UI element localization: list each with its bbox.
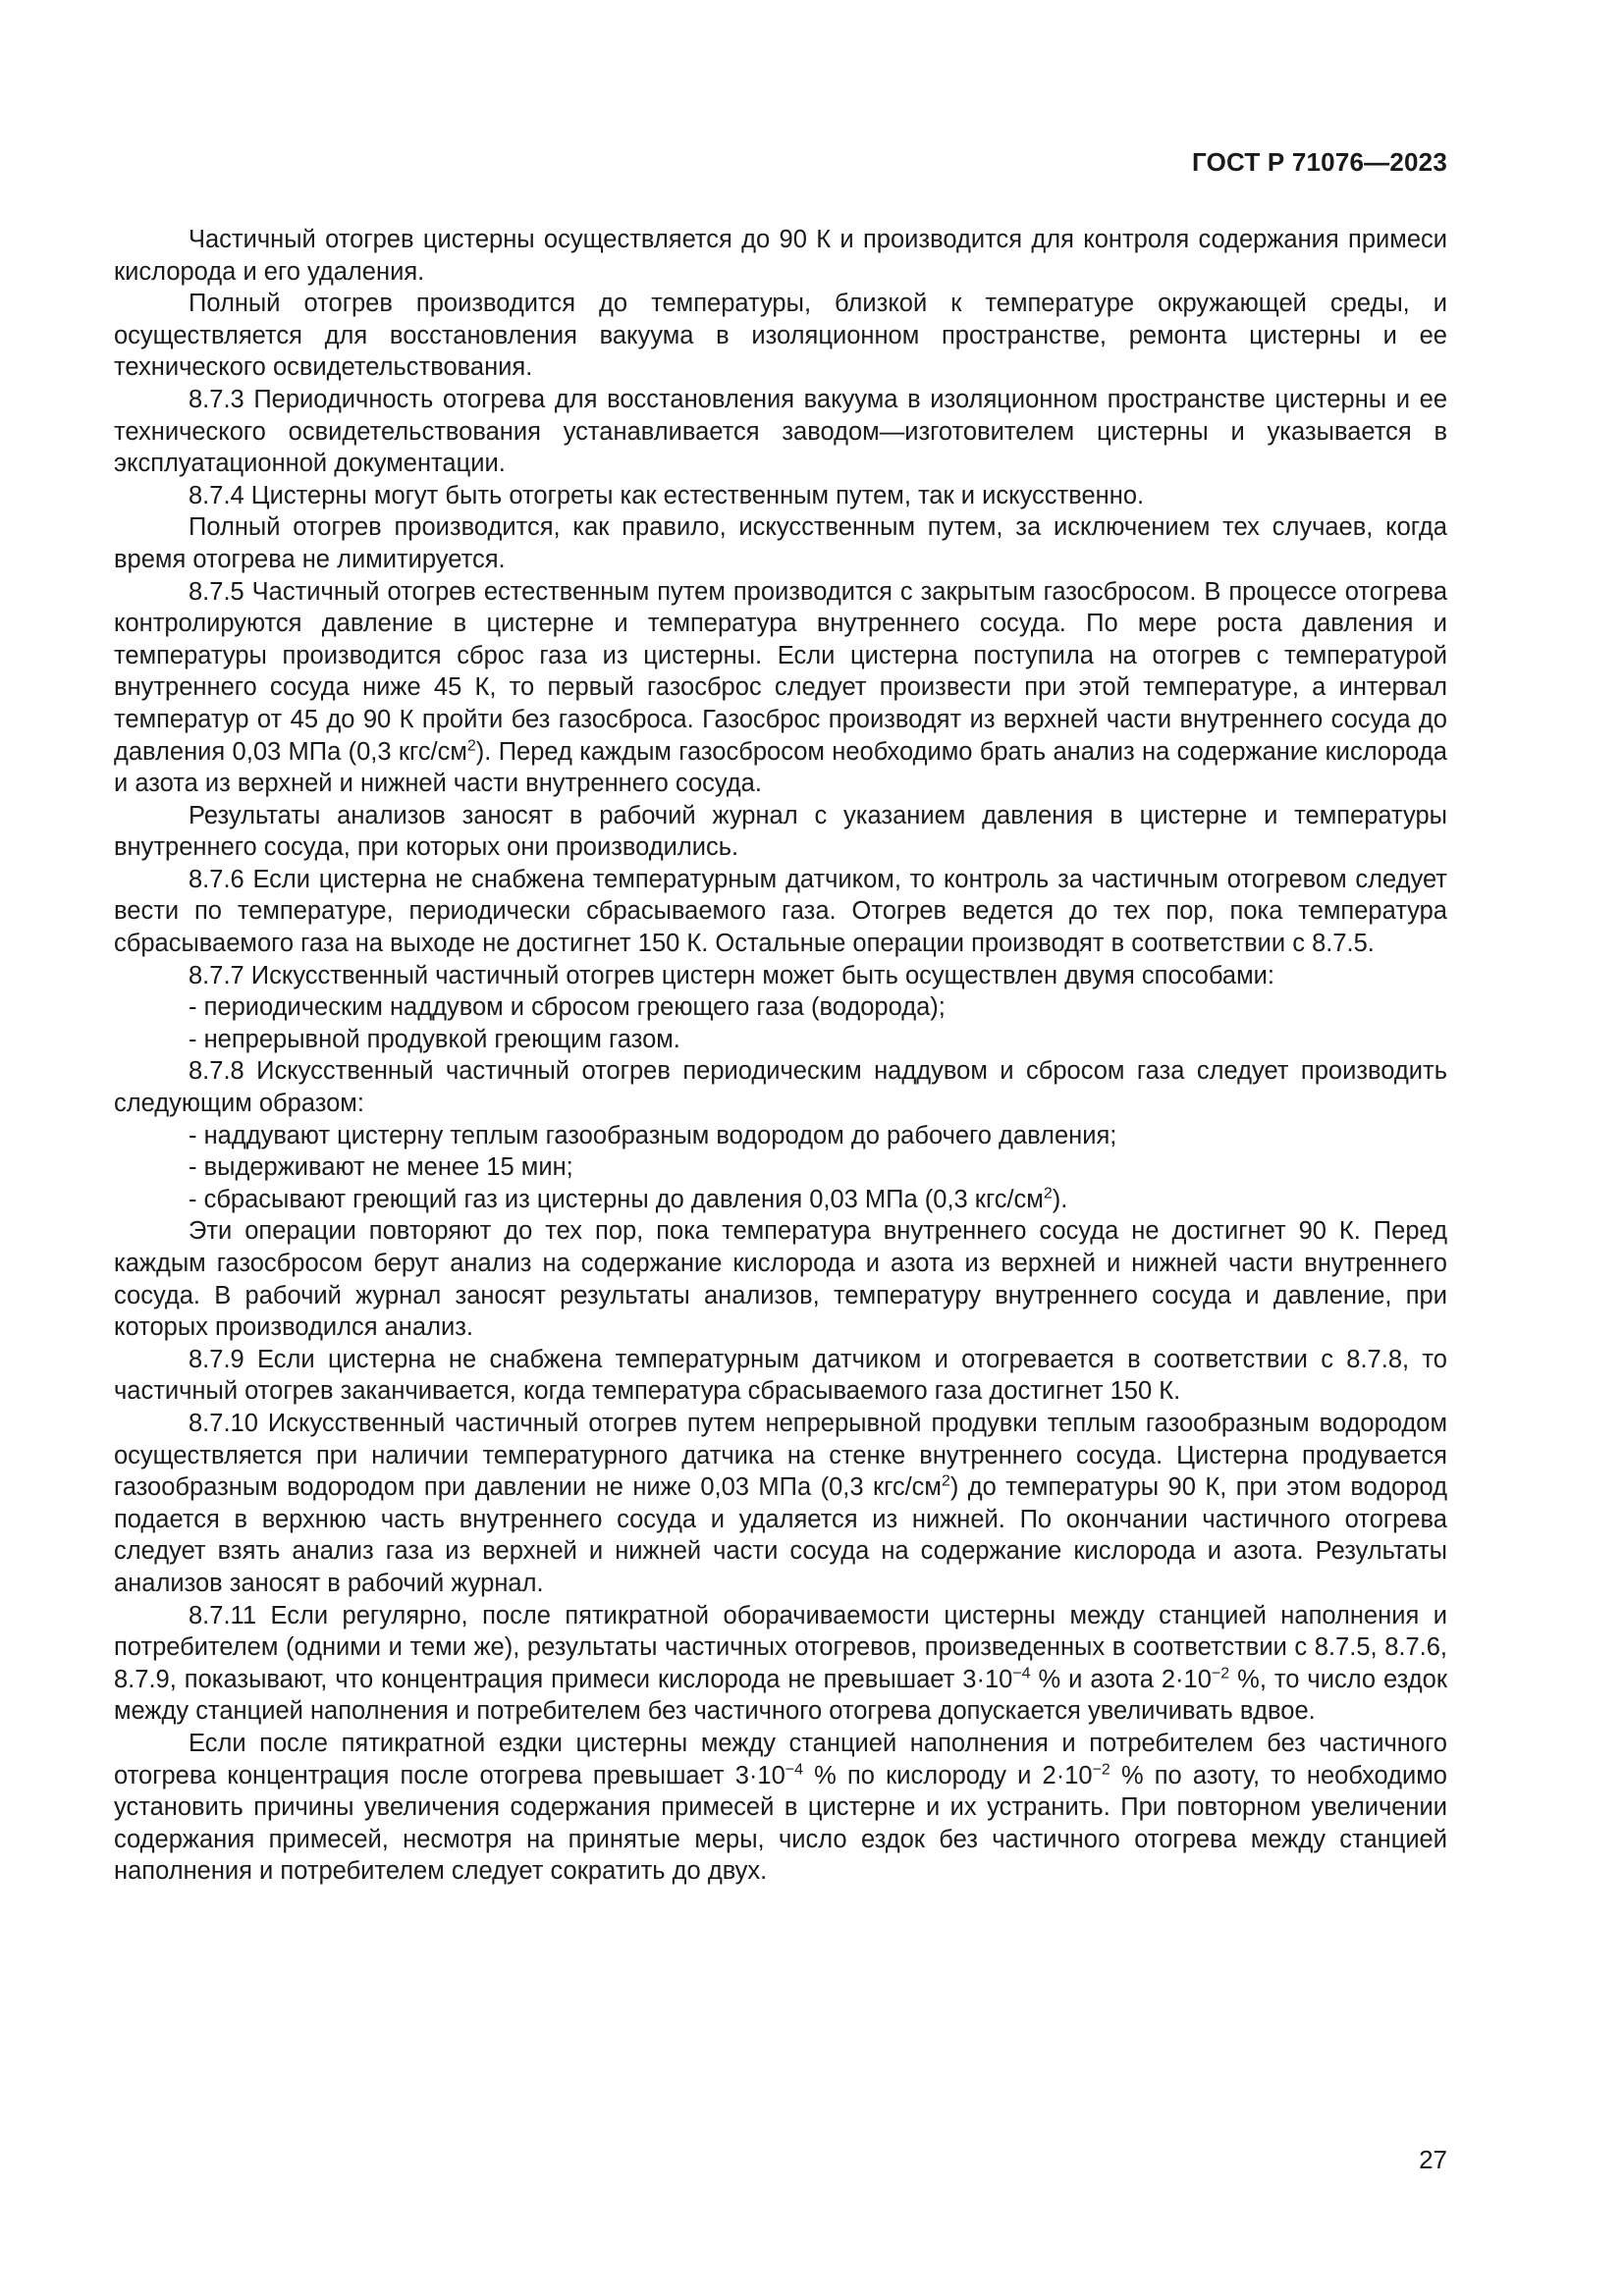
paragraph: 8.7.8 Искусственный частичный отогрев периодическим наддувом и сбросом газа следует производить следующим образом: (114, 1057, 1447, 1118)
superscript: −2 (1211, 1665, 1230, 1682)
list-item: - выдерживают не менее 15 мин; (189, 1153, 573, 1182)
paragraph: Полный отогрев производится, как правило, искусственным путем, за исключением тех случаев, когда время отогрева не лимитируется. (114, 513, 1447, 573)
paragraph: Эти операции повторяют до тех пор, пока температура внутреннего сосуда не достигнет 90 К. Перед каждым газосбросом берут анализ на содержание кислорода и азота из верхней и нижней части внутреннего сосуда. В рабочий журнал заносят результаты анализов, температуру внутреннего сосуда и давление, при которых производился анализ. (114, 1217, 1447, 1342)
paragraph: Если после пятикратной ездки цистерны между станцией наполнения и потребителем без частичного отогрева концентрация после отогрева превышает $3\cdot 10^{-4}$ % по кислороду и $2\cdot 10^{-2}$ % по азоту, то необходимо установить причины увеличения содержания примесей в цистерне и их устранить. При повторном увеличении содержания примесей, несмотря на принятые меры, число ездок без частичного отогрева между станцией наполнения и потребителем следует сократить до двух. (114, 1729, 1447, 1886)
paragraph: 8.7.7 Искусственный частичный отогрев цистерн может быть осуществлен двумя способами: (189, 961, 1274, 989)
superscript: 2 (941, 1472, 950, 1490)
list-item: - непрерывной продувкой греющим газом. (189, 1025, 680, 1053)
paragraph: Полный отогрев производится до температуры, близкой к температуре окружающей среды, и осуществляется для восстановления вакуума в изоляционном пространстве, ремонта цистерны и ее технического освидетельствования. (114, 290, 1447, 382)
document-body (114, 224, 1447, 1888)
paragraph: 8.7.6 Если цистерна не снабжена температурным датчиком, то контроль за частичным отогревом следует вести по температуре, периодически сбрасываемого газа. Отогрев ведется до тех пор, пока температура сбрасываемого газа на выходе не достигнет 150 К. Остальные операции производят в соответствии с 8.7.5. (114, 865, 1447, 958)
document-standard-id: ГОСТ Р 71076—2023 (1192, 147, 1447, 177)
paragraph: 8.7.10 Искусственный частичный отогрев путем непрерывной продувки теплым газообразным водородом осуществляется при наличии температурного датчика на стенке внутреннего сосуда. Цистерна продувается газообразным водородом при давлении не ниже 0,03 МПа (0,3 кгс/$см^2$) до температуры 90 К, при этом водород подается в верхнюю часть внутреннего сосуда и удаляется из нижней. По окончании частичного отогрева следует взять анализ газа из верхней и нижней части сосуда на содержание кислорода и азота. Результаты анализов заносят в рабочий журнал. (114, 1409, 1447, 1597)
superscript: −4 (785, 1760, 804, 1778)
list-item: - наддувают цистерну теплым газообразным водородом до рабочего давления; (189, 1121, 1117, 1149)
list-item: - сбрасывают греющий газ из цистерны до давления 0,03 МПа (0,3 кгс/$см^2$). (189, 1185, 1068, 1213)
superscript: 2 (1043, 1185, 1053, 1202)
superscript: 2 (466, 736, 476, 754)
paragraph: 8.7.3 Периодичность отогрева для восстановления вакуума в изоляционном пространстве цистерны и ее технического освидетельствования устанавливается заводом—изготовителем цистерны и указывается в эксплуатационной документации. (114, 385, 1447, 478)
superscript: −4 (1012, 1665, 1031, 1682)
paragraph: 8.7.4 Цистерны могут быть отогреты как естественным путем, так и искусственно. (189, 481, 1145, 509)
superscript: −2 (1092, 1760, 1110, 1778)
page-number: 27 (1419, 2145, 1447, 2174)
paragraph: 8.7.9 Если цистерна не снабжена температурным датчиком и отогревается в соответствии с 8.7.8, то частичный отогрев заканчивается, когда температура сбрасываемого газа достигнет 150 К. (114, 1345, 1447, 1406)
paragraph: Частичный отогрев цистерны осуществляется до 90 К и производится для контроля содержания примеси кислорода и его удаления. (114, 226, 1447, 286)
paragraph: 8.7.11 Если регулярно, после пятикратной оборачиваемости цистерны между станцией наполнения и потребителем (одними и теми же), результаты частичных отогревов, произведенных в соответствии с 8.7.5, 8.7.6, 8.7.9, показывают, что концентрация примеси кислорода не превышает $3\cdot 10^{-4}$ % и азота $2\cdot 10^{-2}$ %, то число ездок между станцией наполнения и потребителем без частичного отогрева допускается увеличивать вдвое. (114, 1601, 1447, 1726)
paragraph: Результаты анализов заносят в рабочий журнал с указанием давления в цистерне и температуры внутреннего сосуда, при которых они производились. (114, 801, 1447, 862)
list-item: - периодическим наддувом и сбросом греющего газа (водорода); (189, 993, 946, 1022)
paragraph: 8.7.5 Частичный отогрев естественным путем производится с закрытым газосбросом. В процессе отогрева контролируются давление в цистерне и температура внутреннего сосуда. По мере роста давления и температуры производится сброс газа из цистерны. Если цистерна поступила на отогрев с температурой внутреннего сосуда ниже 45 К, то первый газосброс следует произвести при этой температуре, а интервал температур от 45 до 90 К пройти без газосброса. Газосброс производят из верхней части внутреннего сосуда до давления 0,03 МПа (0,3 кгс/$см^2$). Перед каждым газосбросом необходимо брать анализ на содержание кислорода и азота из верхней и нижней части внутреннего сосуда. (114, 577, 1447, 798)
